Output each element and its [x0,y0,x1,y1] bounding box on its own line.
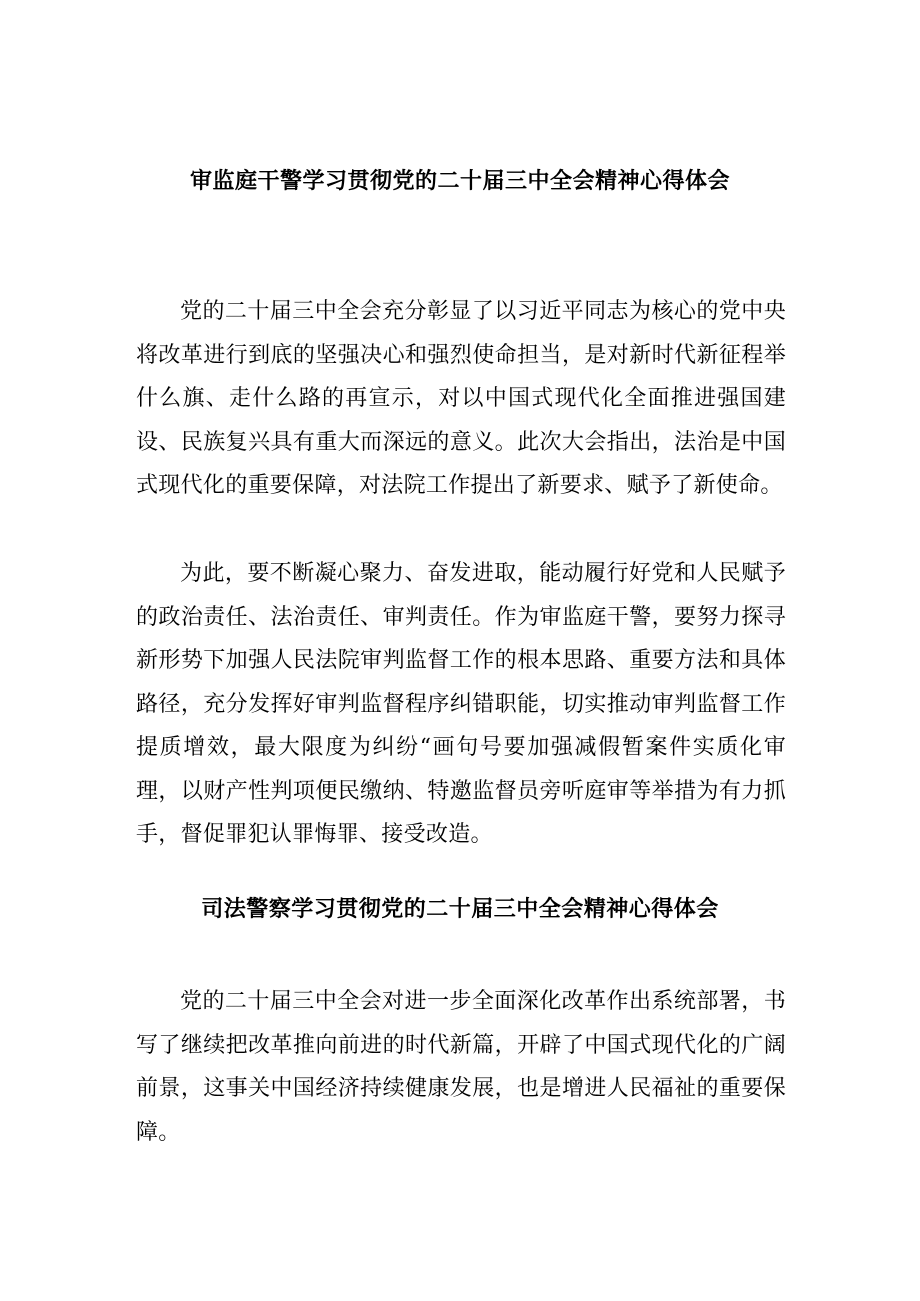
section-2-paragraph-1: 党的二十届三中全会对进一步全面深化改革作出系统部署，书写了继续把改革推向前进的时代新篇，开辟了中国式现代化的广阔前景，这事关中国经济持续健康发展，也是增进人民福祉的重要保障。 [136,989,786,1145]
section-1-paragraph-1: 党的二十届三中全会充分彰显了以习近平同志为核心的党中央将改革进行到底的坚强决心和强烈使命担当，是对新时代新征程举什么旗、走什么路的再宣示，对以中国式现代化全面推进强国建设、民族复兴具有重大而深远的意义。此次大会指出，法治是中国式现代化的重要保障，对法院工作提出了新要求、赋予了新使命。 [136,299,786,498]
section-2-title: 司法警察学习贯彻党的二十届三中全会精神心得体会 [201,897,719,922]
section-1-paragraph-2: 为此，要不断凝心聚力、奋发进取，能动履行好党和人民赋予的政治责任、法治责任、审判责任。作为审监庭干警，要努力探寻新形势下加强人民法院审判监督工作的根本思路、重要方法和具体路径，充分发挥好审判监督程序纠错职能，切实推动审判监督工作提质增效，最大限度为纠纷“画句号要加强减假暂案件实质化审理，以财产性判项便民缴纳、特邀监督员旁听庭审等举措为有力抓手，督促罪犯认罪悔罪、接受改造。 [136,561,786,847]
section-1-title: 审监庭干警学习贯彻党的二十届三中全会精神心得体会 [189,169,730,194]
